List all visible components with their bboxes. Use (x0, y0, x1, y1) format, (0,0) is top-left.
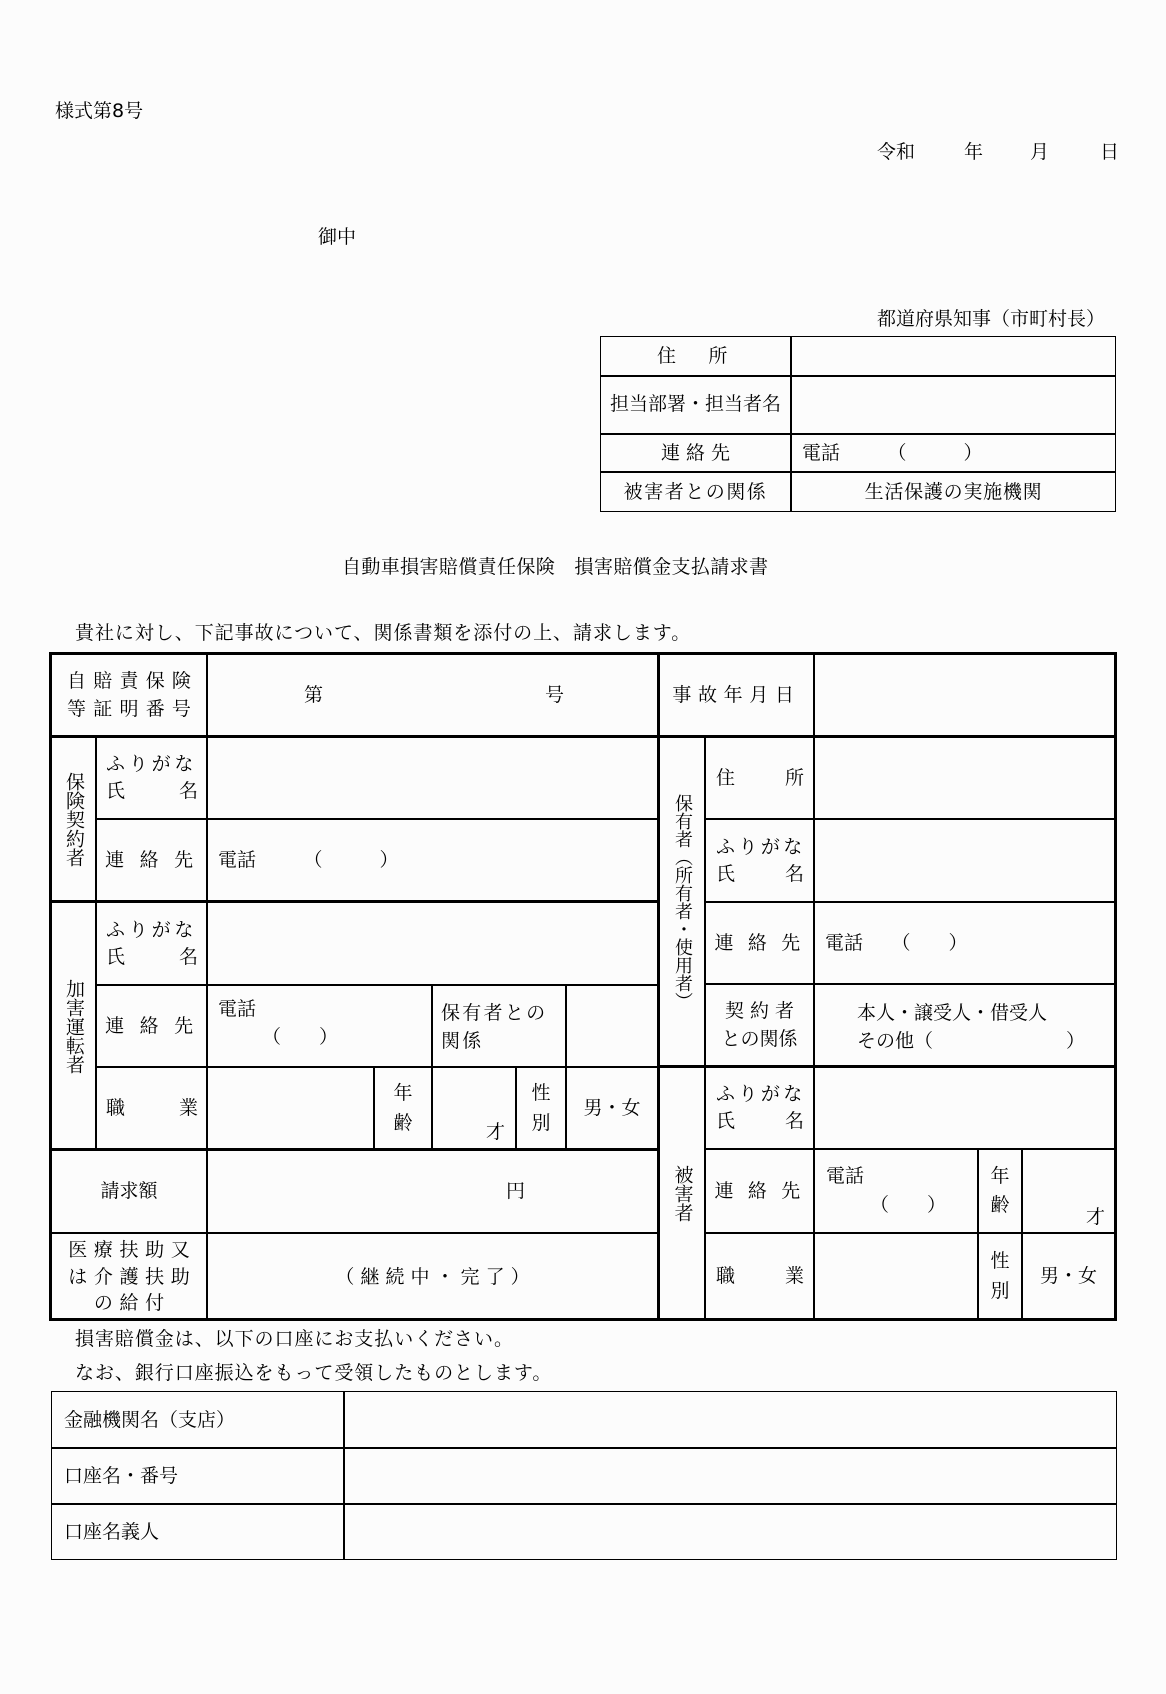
driver-sex-value[interactable]: 男・女 (583, 1097, 641, 1120)
addressee-suffix: 御中 (318, 226, 357, 248)
policyholder-contact-value[interactable]: 電話 （ ） (218, 849, 399, 872)
requester-relation-value: 生活保護の実施機関 (864, 480, 1043, 503)
job-label-b: 業 (178, 1097, 198, 1120)
driver-age-label (375, 1068, 431, 1149)
driver-contact-phone: 電話 (218, 998, 257, 1020)
cert-number-input[interactable] (330, 680, 540, 710)
owner-name-label (716, 820, 804, 901)
age-label-line2: 齢 (990, 1194, 1010, 1216)
date-year-input[interactable] (920, 140, 962, 166)
contract-label-line2: との関係 (721, 1027, 798, 1050)
name-label-b: 名 (178, 945, 198, 968)
cert-label-line2: 等証明番号 (67, 697, 199, 720)
date-year-label: 年 (964, 141, 984, 163)
driver-relation-label-line2: 関係 (441, 1029, 484, 1052)
victim-furigana-label: ふりがな (716, 1083, 806, 1106)
date-era: 令和 (877, 141, 916, 163)
care-benefit-status[interactable]: （ 継 続 中 ・ 完 了 ） (335, 1265, 530, 1288)
driver-name-label (106, 903, 198, 984)
driver-relation-input[interactable] (569, 988, 655, 1062)
intro-text: 貴社に対し、下記事故について、関係書類を添付の上、請求します。 (75, 622, 692, 644)
driver-age-unit: 才 (486, 1121, 506, 1143)
claim-amount-label: 請求額 (100, 1180, 158, 1203)
owner-address-label (716, 738, 804, 818)
care-label-line2: は介護扶助 (68, 1265, 197, 1288)
name-label-a: 氏 (106, 780, 126, 802)
owner-contact-label: 連 絡 先 (714, 931, 805, 954)
owner-name-input[interactable] (820, 824, 1110, 896)
sex-label-line1: 性 (531, 1082, 551, 1105)
contract-label-line1: 契 約 者 (724, 999, 795, 1022)
sex-label-line2: 別 (531, 1111, 551, 1134)
victim-sex-label (979, 1234, 1021, 1319)
driver-contact-label: 連 絡 先 (105, 1014, 198, 1037)
sex-label-line1: 性 (990, 1250, 1010, 1273)
victim-age-input[interactable] (1025, 1152, 1085, 1202)
driver-relation-label-line1: 保有者との (441, 1002, 548, 1024)
care-benefit-label (52, 1234, 206, 1320)
name-label-a: 氏 (716, 1110, 736, 1132)
cert-number-label (52, 655, 206, 736)
contract-value-line1: 本人・譲受人・借受人 (857, 1002, 1048, 1024)
account-holder-label: 口座名義人 (64, 1520, 160, 1543)
requester-title: 都道府県知事（市町村長） (877, 308, 1106, 330)
victim-contact-phone: 電話 (826, 1165, 865, 1187)
owner-contract-relation-label (706, 985, 813, 1066)
date-day-input[interactable] (1052, 140, 1098, 166)
care-label-line3: の給付 (93, 1292, 171, 1315)
date-month-input[interactable] (986, 140, 1028, 166)
cert-label-line1: 自賠責保険 (67, 669, 199, 692)
cert-go: 号 (545, 684, 565, 706)
victim-contact-parens[interactable]: （ ） (870, 1194, 947, 1216)
owner-contract-relation-value[interactable] (857, 1000, 1085, 1055)
job-label-a: 職 (716, 1265, 736, 1288)
victim-age-label (979, 1150, 1021, 1232)
requester-contact-value[interactable]: 電話 （ ） (802, 441, 983, 464)
driver-job-label (106, 1068, 198, 1149)
bank-name-input[interactable] (350, 1396, 1110, 1444)
accident-date-input[interactable] (820, 660, 1110, 730)
sex-label-line2: 別 (990, 1279, 1010, 1302)
policyholder-furigana-label: ふりがな (106, 753, 198, 776)
age-label-line1: 年 (990, 1164, 1010, 1187)
care-label-line1: 医療扶助又 (68, 1239, 197, 1262)
age-label-line2: 齢 (393, 1111, 413, 1134)
requester-relation-label: 被害者との関係 (623, 480, 768, 503)
driver-furigana-label: ふりがな (106, 918, 198, 941)
driver-relation-label (441, 1000, 547, 1055)
address-label-a: 住 (716, 766, 736, 789)
driver-sex-label (517, 1068, 565, 1149)
date-month-label: 月 (1030, 141, 1050, 163)
victim-sex-value[interactable]: 男・女 (1039, 1265, 1097, 1288)
payment-note-line1: 損害賠償金は、以下の口座にお支払いください。 (75, 1328, 514, 1350)
driver-contact-parens[interactable]: （ ） (262, 1026, 339, 1048)
bank-name-label: 金融機関名（支店） (64, 1408, 236, 1431)
victim-name-input[interactable] (820, 1072, 1110, 1144)
job-label-a: 職 (106, 1097, 126, 1120)
victim-contact-label: 連 絡 先 (714, 1179, 805, 1202)
name-label-a: 氏 (716, 862, 736, 885)
addressee-input[interactable] (60, 226, 312, 252)
form-number: 様式第8号 (55, 100, 144, 122)
owner-address-input[interactable] (820, 742, 1110, 814)
age-label-line1: 年 (393, 1082, 413, 1105)
victim-job-label (716, 1234, 804, 1319)
policyholder-name-input[interactable] (214, 742, 652, 814)
victim-age-unit: 才 (1086, 1206, 1106, 1228)
victim-group-label: 被害者 (671, 1165, 694, 1222)
policyholder-contact-label: 連 絡 先 (105, 849, 198, 872)
policyholder-group-label: 保険契約者 (63, 772, 85, 867)
payment-note-line2: なお、銀行口座振込をもって受領したものとします。 (75, 1362, 553, 1384)
owner-contact-value[interactable]: 電話 （ ） (825, 931, 968, 954)
driver-job-input[interactable] (211, 1070, 369, 1146)
date-day-label: 日 (1100, 141, 1120, 163)
victim-name-label (716, 1068, 804, 1148)
requester-address-label: 住 所 (657, 344, 734, 367)
cert-dai: 第 (304, 684, 324, 706)
requester-department-label: 担当部署・担当者名 (609, 393, 781, 416)
account-number-input[interactable] (350, 1452, 1110, 1500)
name-label-b: 名 (784, 862, 804, 885)
address-label-b: 所 (784, 766, 804, 789)
accident-date-label: 事故年月日 (672, 683, 801, 706)
requester-address-input[interactable] (796, 340, 1110, 372)
account-number-label: 口座名・番号 (64, 1464, 179, 1487)
document-title: 自動車損害賠償責任保険 損害賠償金支払請求書 (342, 556, 769, 578)
name-label-b: 名 (178, 780, 198, 802)
owner-furigana-label: ふりがな (716, 835, 806, 858)
requester-department-input[interactable] (796, 380, 1110, 430)
name-label-a: 氏 (106, 945, 126, 968)
driver-name-input[interactable] (214, 906, 652, 980)
name-label-b: 名 (784, 1110, 804, 1132)
victim-job-input[interactable] (818, 1238, 972, 1316)
claim-amount-unit: 円 (506, 1180, 526, 1202)
job-label-b: 業 (784, 1265, 804, 1288)
requester-contact-label: 連 絡 先 (660, 441, 731, 464)
driver-age-input[interactable] (435, 1070, 491, 1120)
claim-amount-input[interactable] (214, 1160, 504, 1222)
driver-group-label: 加害運転者 (63, 978, 85, 1074)
account-holder-input[interactable] (350, 1508, 1110, 1556)
owner-group-label: 保有者︵所有者・使用者︶ (672, 793, 693, 1010)
contract-value-line2: その他（ ） (857, 1029, 1086, 1052)
policyholder-name-label (106, 738, 198, 818)
